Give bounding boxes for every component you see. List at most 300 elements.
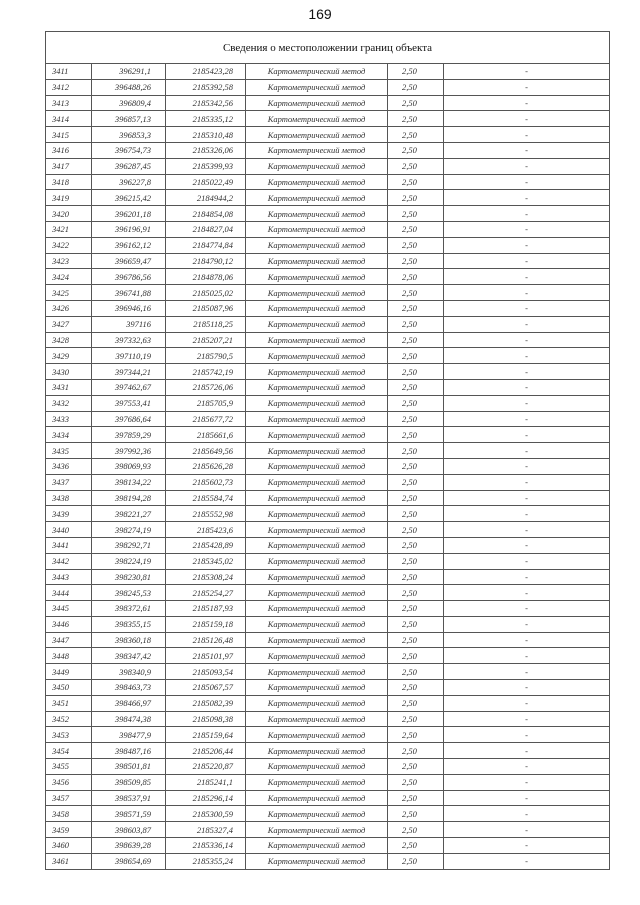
table-row [46, 458, 610, 474]
accuracy-cell: 2,50 [388, 190, 444, 206]
point-number-cell: 3445 [46, 601, 92, 617]
x-coordinate-cell: 397992,36 [92, 443, 166, 459]
x-coordinate-cell: 396857,13 [92, 111, 166, 127]
x-coordinate-cell: 396741,88 [92, 285, 166, 301]
accuracy-cell: 2,50 [388, 443, 444, 459]
x-coordinate-cell: 396786,56 [92, 269, 166, 285]
method-cell: Картометрический метод [246, 585, 388, 601]
x-coordinate-cell: 398245,53 [92, 585, 166, 601]
accuracy-cell: 2,50 [388, 237, 444, 253]
table-row [46, 269, 610, 285]
y-coordinate-cell: 2185649,56 [166, 443, 246, 459]
table-row [46, 553, 610, 569]
method-cell: Картометрический метод [246, 285, 388, 301]
accuracy-cell: 2,50 [388, 395, 444, 411]
x-coordinate-cell: 398274,19 [92, 522, 166, 538]
table-title: Сведения о местоположении границ объекта [46, 32, 610, 64]
method-cell: Картометрический метод [246, 664, 388, 680]
x-coordinate-cell: 398230,81 [92, 569, 166, 585]
description-cell: - [444, 506, 610, 522]
accuracy-cell: 2,50 [388, 411, 444, 427]
accuracy-cell: 2,50 [388, 569, 444, 585]
table-row [46, 806, 610, 822]
point-number-cell: 3433 [46, 411, 92, 427]
accuracy-cell: 2,50 [388, 585, 444, 601]
method-cell: Картометрический метод [246, 427, 388, 443]
method-cell: Картометрический метод [246, 648, 388, 664]
description-cell: - [444, 490, 610, 506]
table-row [46, 474, 610, 490]
method-cell: Картометрический метод [246, 348, 388, 364]
method-cell: Картометрический метод [246, 790, 388, 806]
x-coordinate-cell: 398603,87 [92, 822, 166, 838]
table-row [46, 774, 610, 790]
table-row [46, 616, 610, 632]
method-cell: Картометрический метод [246, 838, 388, 854]
table-row [46, 142, 610, 158]
table-row [46, 221, 610, 237]
x-coordinate-cell: 398571,59 [92, 806, 166, 822]
method-cell: Картометрический метод [246, 553, 388, 569]
point-number-cell: 3423 [46, 253, 92, 269]
table-row [46, 822, 610, 838]
method-cell: Картометрический метод [246, 506, 388, 522]
table-row [46, 695, 610, 711]
point-number-cell: 3428 [46, 332, 92, 348]
y-coordinate-cell: 2185677,72 [166, 411, 246, 427]
description-cell: - [444, 474, 610, 490]
accuracy-cell: 2,50 [388, 616, 444, 632]
description-cell: - [444, 537, 610, 553]
x-coordinate-cell: 396946,16 [92, 300, 166, 316]
description-cell: - [444, 427, 610, 443]
boundary-coordinates-table [45, 31, 610, 870]
accuracy-cell: 2,50 [388, 490, 444, 506]
point-number-cell: 3434 [46, 427, 92, 443]
table-row [46, 316, 610, 332]
description-cell: - [444, 774, 610, 790]
table-row [46, 174, 610, 190]
table-row [46, 411, 610, 427]
table-row [46, 190, 610, 206]
point-number-cell: 3439 [46, 506, 92, 522]
method-cell: Картометрический метод [246, 190, 388, 206]
accuracy-cell: 2,50 [388, 158, 444, 174]
table-row [46, 759, 610, 775]
y-coordinate-cell: 2185336,14 [166, 838, 246, 854]
point-number-cell: 3440 [46, 522, 92, 538]
point-number-cell: 3429 [46, 348, 92, 364]
point-number-cell: 3415 [46, 127, 92, 143]
table-header-row [46, 32, 610, 64]
table-row [46, 727, 610, 743]
y-coordinate-cell: 2185098,38 [166, 711, 246, 727]
accuracy-cell: 2,50 [388, 711, 444, 727]
y-coordinate-cell: 2184854,08 [166, 206, 246, 222]
method-cell: Картометрический метод [246, 237, 388, 253]
accuracy-cell: 2,50 [388, 379, 444, 395]
x-coordinate-cell: 398654,69 [92, 853, 166, 869]
x-coordinate-cell: 396215,42 [92, 190, 166, 206]
method-cell: Картометрический метод [246, 64, 388, 80]
accuracy-cell: 2,50 [388, 269, 444, 285]
accuracy-cell: 2,50 [388, 427, 444, 443]
method-cell: Картометрический метод [246, 411, 388, 427]
x-coordinate-cell: 398194,28 [92, 490, 166, 506]
x-coordinate-cell: 398639,28 [92, 838, 166, 854]
method-cell: Картометрический метод [246, 601, 388, 617]
x-coordinate-cell: 398487,16 [92, 743, 166, 759]
description-cell: - [444, 553, 610, 569]
method-cell: Картометрический метод [246, 158, 388, 174]
point-number-cell: 3421 [46, 221, 92, 237]
description-cell: - [444, 569, 610, 585]
accuracy-cell: 2,50 [388, 221, 444, 237]
accuracy-cell: 2,50 [388, 174, 444, 190]
method-cell: Картометрический метод [246, 395, 388, 411]
y-coordinate-cell: 2185126,48 [166, 632, 246, 648]
accuracy-cell: 2,50 [388, 142, 444, 158]
accuracy-cell: 2,50 [388, 522, 444, 538]
accuracy-cell: 2,50 [388, 790, 444, 806]
x-coordinate-cell: 396201,18 [92, 206, 166, 222]
table-row [46, 111, 610, 127]
x-coordinate-cell: 396291,1 [92, 64, 166, 80]
point-number-cell: 3431 [46, 379, 92, 395]
y-coordinate-cell: 2185392,58 [166, 79, 246, 95]
x-coordinate-cell: 398134,22 [92, 474, 166, 490]
y-coordinate-cell: 2184944,2 [166, 190, 246, 206]
description-cell: - [444, 364, 610, 380]
point-number-cell: 3412 [46, 79, 92, 95]
accuracy-cell: 2,50 [388, 838, 444, 854]
description-cell: - [444, 253, 610, 269]
table-row [46, 853, 610, 869]
x-coordinate-cell: 397344,21 [92, 364, 166, 380]
x-coordinate-cell: 396287,45 [92, 158, 166, 174]
description-cell: - [444, 206, 610, 222]
table-row [46, 127, 610, 143]
method-cell: Картометрический метод [246, 111, 388, 127]
y-coordinate-cell: 2185159,64 [166, 727, 246, 743]
point-number-cell: 3460 [46, 838, 92, 854]
accuracy-cell: 2,50 [388, 64, 444, 80]
description-cell: - [444, 316, 610, 332]
point-number-cell: 3420 [46, 206, 92, 222]
x-coordinate-cell: 397686,64 [92, 411, 166, 427]
accuracy-cell: 2,50 [388, 474, 444, 490]
y-coordinate-cell: 2185790,5 [166, 348, 246, 364]
accuracy-cell: 2,50 [388, 648, 444, 664]
x-coordinate-cell: 396853,3 [92, 127, 166, 143]
method-cell: Картометрический метод [246, 316, 388, 332]
description-cell: - [444, 759, 610, 775]
table-row [46, 379, 610, 395]
description-cell: - [444, 332, 610, 348]
accuracy-cell: 2,50 [388, 743, 444, 759]
y-coordinate-cell: 2185326,06 [166, 142, 246, 158]
method-cell: Картометрический метод [246, 458, 388, 474]
method-cell: Картометрический метод [246, 79, 388, 95]
table-row [46, 64, 610, 80]
x-coordinate-cell: 397332,63 [92, 332, 166, 348]
method-cell: Картометрический метод [246, 680, 388, 696]
y-coordinate-cell: 2185206,44 [166, 743, 246, 759]
point-number-cell: 3454 [46, 743, 92, 759]
description-cell: - [444, 601, 610, 617]
method-cell: Картометрический метод [246, 332, 388, 348]
description-cell: - [444, 411, 610, 427]
table-row [46, 506, 610, 522]
method-cell: Картометрический метод [246, 616, 388, 632]
method-cell: Картометрический метод [246, 364, 388, 380]
y-coordinate-cell: 2185207,21 [166, 332, 246, 348]
y-coordinate-cell: 2185584,74 [166, 490, 246, 506]
x-coordinate-cell: 398372,61 [92, 601, 166, 617]
x-coordinate-cell: 396488,26 [92, 79, 166, 95]
x-coordinate-cell: 398474,38 [92, 711, 166, 727]
point-number-cell: 3457 [46, 790, 92, 806]
accuracy-cell: 2,50 [388, 553, 444, 569]
point-number-cell: 3419 [46, 190, 92, 206]
accuracy-cell: 2,50 [388, 332, 444, 348]
point-number-cell: 3458 [46, 806, 92, 822]
table-row [46, 95, 610, 111]
method-cell: Картометрический метод [246, 806, 388, 822]
y-coordinate-cell: 2185626,28 [166, 458, 246, 474]
x-coordinate-cell: 398221,27 [92, 506, 166, 522]
method-cell: Картометрический метод [246, 174, 388, 190]
y-coordinate-cell: 2185345,02 [166, 553, 246, 569]
description-cell: - [444, 237, 610, 253]
method-cell: Картометрический метод [246, 537, 388, 553]
description-cell: - [444, 142, 610, 158]
description-cell: - [444, 300, 610, 316]
x-coordinate-cell: 396227,8 [92, 174, 166, 190]
description-cell: - [444, 632, 610, 648]
table-row [46, 680, 610, 696]
y-coordinate-cell: 2184878,06 [166, 269, 246, 285]
method-cell: Картометрический метод [246, 206, 388, 222]
table-row [46, 427, 610, 443]
method-cell: Картометрический метод [246, 522, 388, 538]
method-cell: Картометрический метод [246, 711, 388, 727]
y-coordinate-cell: 2185423,6 [166, 522, 246, 538]
method-cell: Картометрический метод [246, 743, 388, 759]
method-cell: Картометрический метод [246, 221, 388, 237]
x-coordinate-cell: 397462,67 [92, 379, 166, 395]
description-cell: - [444, 269, 610, 285]
point-number-cell: 3427 [46, 316, 92, 332]
accuracy-cell: 2,50 [388, 95, 444, 111]
method-cell: Картометрический метод [246, 632, 388, 648]
table-row [46, 253, 610, 269]
point-number-cell: 3443 [46, 569, 92, 585]
table-row [46, 569, 610, 585]
x-coordinate-cell: 398069,93 [92, 458, 166, 474]
description-cell: - [444, 648, 610, 664]
method-cell: Картометрический метод [246, 269, 388, 285]
x-coordinate-cell: 398477,9 [92, 727, 166, 743]
point-number-cell: 3437 [46, 474, 92, 490]
table-row [46, 395, 610, 411]
accuracy-cell: 2,50 [388, 632, 444, 648]
description-cell: - [444, 585, 610, 601]
point-number-cell: 3441 [46, 537, 92, 553]
accuracy-cell: 2,50 [388, 127, 444, 143]
accuracy-cell: 2,50 [388, 695, 444, 711]
table-row [46, 79, 610, 95]
y-coordinate-cell: 2185300,59 [166, 806, 246, 822]
point-number-cell: 3413 [46, 95, 92, 111]
accuracy-cell: 2,50 [388, 759, 444, 775]
y-coordinate-cell: 2185082,39 [166, 695, 246, 711]
point-number-cell: 3425 [46, 285, 92, 301]
point-number-cell: 3438 [46, 490, 92, 506]
method-cell: Картометрический метод [246, 127, 388, 143]
description-cell: - [444, 395, 610, 411]
description-cell: - [444, 348, 610, 364]
description-cell: - [444, 285, 610, 301]
accuracy-cell: 2,50 [388, 506, 444, 522]
method-cell: Картометрический метод [246, 695, 388, 711]
description-cell: - [444, 111, 610, 127]
y-coordinate-cell: 2185335,12 [166, 111, 246, 127]
point-number-cell: 3442 [46, 553, 92, 569]
accuracy-cell: 2,50 [388, 316, 444, 332]
y-coordinate-cell: 2185327,4 [166, 822, 246, 838]
accuracy-cell: 2,50 [388, 348, 444, 364]
method-cell: Картометрический метод [246, 774, 388, 790]
y-coordinate-cell: 2185187,93 [166, 601, 246, 617]
description-cell: - [444, 95, 610, 111]
point-number-cell: 3451 [46, 695, 92, 711]
table-row [46, 300, 610, 316]
accuracy-cell: 2,50 [388, 111, 444, 127]
description-cell: - [444, 806, 610, 822]
x-coordinate-cell: 397116 [92, 316, 166, 332]
description-cell: - [444, 458, 610, 474]
y-coordinate-cell: 2185602,73 [166, 474, 246, 490]
x-coordinate-cell: 396659,47 [92, 253, 166, 269]
table-row [46, 632, 610, 648]
method-cell: Картометрический метод [246, 853, 388, 869]
description-cell: - [444, 64, 610, 80]
y-coordinate-cell: 2185308,24 [166, 569, 246, 585]
y-coordinate-cell: 2185428,89 [166, 537, 246, 553]
point-number-cell: 3422 [46, 237, 92, 253]
point-number-cell: 3446 [46, 616, 92, 632]
point-number-cell: 3455 [46, 759, 92, 775]
point-number-cell: 3447 [46, 632, 92, 648]
table-row [46, 348, 610, 364]
method-cell: Картометрический метод [246, 142, 388, 158]
point-number-cell: 3436 [46, 458, 92, 474]
table-row [46, 648, 610, 664]
description-cell: - [444, 443, 610, 459]
y-coordinate-cell: 2185087,96 [166, 300, 246, 316]
point-number-cell: 3432 [46, 395, 92, 411]
x-coordinate-cell: 398340,9 [92, 664, 166, 680]
y-coordinate-cell: 2185705,9 [166, 395, 246, 411]
point-number-cell: 3461 [46, 853, 92, 869]
method-cell: Картометрический метод [246, 253, 388, 269]
table-row [46, 237, 610, 253]
y-coordinate-cell: 2184774,84 [166, 237, 246, 253]
point-number-cell: 3456 [46, 774, 92, 790]
description-cell: - [444, 743, 610, 759]
y-coordinate-cell: 2185742,19 [166, 364, 246, 380]
point-number-cell: 3453 [46, 727, 92, 743]
point-number-cell: 3459 [46, 822, 92, 838]
description-cell: - [444, 664, 610, 680]
point-number-cell: 3450 [46, 680, 92, 696]
x-coordinate-cell: 398537,91 [92, 790, 166, 806]
table-row [46, 585, 610, 601]
x-coordinate-cell: 397110,19 [92, 348, 166, 364]
description-cell: - [444, 853, 610, 869]
table-row [46, 490, 610, 506]
table-row [46, 601, 610, 617]
description-cell: - [444, 790, 610, 806]
table-row [46, 838, 610, 854]
table-row [46, 443, 610, 459]
description-cell: - [444, 190, 610, 206]
x-coordinate-cell: 396809,4 [92, 95, 166, 111]
method-cell: Картометрический метод [246, 300, 388, 316]
point-number-cell: 3414 [46, 111, 92, 127]
description-cell: - [444, 79, 610, 95]
description-cell: - [444, 522, 610, 538]
description-cell: - [444, 680, 610, 696]
accuracy-cell: 2,50 [388, 458, 444, 474]
y-coordinate-cell: 2185067,57 [166, 680, 246, 696]
table-row [46, 743, 610, 759]
description-cell: - [444, 158, 610, 174]
y-coordinate-cell: 2185241,1 [166, 774, 246, 790]
description-cell: - [444, 822, 610, 838]
x-coordinate-cell: 396162,12 [92, 237, 166, 253]
y-coordinate-cell: 2185220,87 [166, 759, 246, 775]
point-number-cell: 3411 [46, 64, 92, 80]
description-cell: - [444, 221, 610, 237]
method-cell: Картометрический метод [246, 474, 388, 490]
y-coordinate-cell: 2185022,49 [166, 174, 246, 190]
method-cell: Картометрический метод [246, 569, 388, 585]
accuracy-cell: 2,50 [388, 774, 444, 790]
table-row [46, 711, 610, 727]
point-number-cell: 3449 [46, 664, 92, 680]
table-row [46, 522, 610, 538]
table-row [46, 285, 610, 301]
y-coordinate-cell: 2185025,02 [166, 285, 246, 301]
point-number-cell: 3416 [46, 142, 92, 158]
x-coordinate-cell: 397859,29 [92, 427, 166, 443]
point-number-cell: 3417 [46, 158, 92, 174]
y-coordinate-cell: 2185342,56 [166, 95, 246, 111]
accuracy-cell: 2,50 [388, 285, 444, 301]
description-cell: - [444, 838, 610, 854]
method-cell: Картометрический метод [246, 759, 388, 775]
y-coordinate-cell: 2185552,98 [166, 506, 246, 522]
point-number-cell: 3435 [46, 443, 92, 459]
accuracy-cell: 2,50 [388, 364, 444, 380]
y-coordinate-cell: 2185296,14 [166, 790, 246, 806]
x-coordinate-cell: 398509,85 [92, 774, 166, 790]
point-number-cell: 3444 [46, 585, 92, 601]
y-coordinate-cell: 2185159,18 [166, 616, 246, 632]
accuracy-cell: 2,50 [388, 680, 444, 696]
